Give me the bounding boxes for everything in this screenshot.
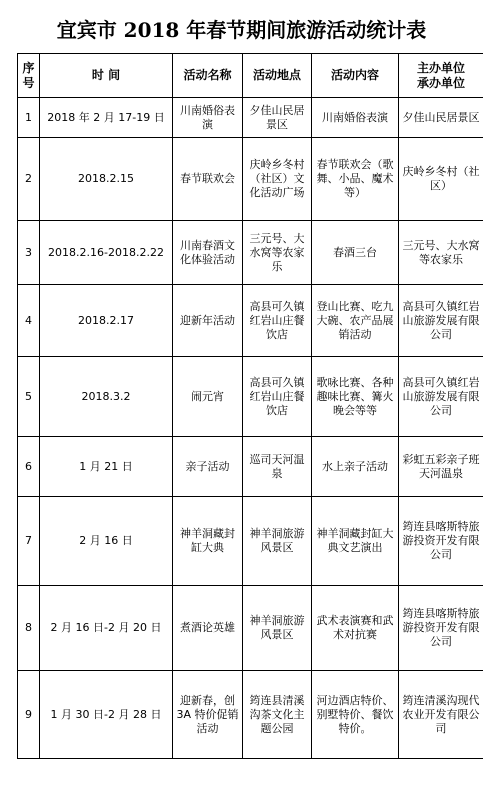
header-content: 活动内容: [312, 54, 399, 98]
cell-name: 迎新年活动: [173, 285, 243, 357]
cell-content: 歌咏比赛、各种趣味比赛、篝火晚会等等: [312, 357, 399, 437]
cell-time: 2018.2.16-2018.2.22: [40, 221, 173, 285]
cell-num: 7: [18, 497, 40, 586]
cell-org: 高县可久镇红岩山旅游发展有限公司: [399, 285, 483, 357]
cell-num: 6: [18, 437, 40, 497]
cell-content: 川南婚俗表演: [312, 98, 399, 138]
table-row: [18, 497, 483, 586]
cell-place: 高县可久镇红岩山庄餐饮店: [243, 357, 312, 437]
cell-time: 2 月 16 日-2 月 20 日: [40, 586, 173, 671]
cell-num: 3: [18, 221, 40, 285]
cell-org: 筠连县喀斯特旅游投资开发有限公司: [399, 586, 483, 671]
table-row: [18, 138, 483, 221]
cell-num: 5: [18, 357, 40, 437]
table-row: [18, 586, 483, 671]
cell-name: 神羊洞藏封缸大典: [173, 497, 243, 586]
cell-org: 高县可久镇红岩山旅游发展有限公司: [399, 357, 483, 437]
cell-org: 筠连县喀斯特旅游投资开发有限公司: [399, 497, 483, 586]
header-num: [18, 54, 40, 98]
cell-content: 神羊洞藏封缸大典文艺演出: [312, 497, 399, 586]
cell-name: 迎新春，创 3A 特价促销活动: [173, 671, 243, 759]
cell-num: 8: [18, 586, 40, 671]
cell-num: 4: [18, 285, 40, 357]
cell-content: 武术表演赛和武术对抗赛: [312, 586, 399, 671]
cell-num: 1: [18, 98, 40, 138]
cell-time: 1 月 21 日: [40, 437, 173, 497]
cell-content: 水上亲子活动: [312, 437, 399, 497]
cell-place: 夕佳山民居景区: [243, 98, 312, 138]
cell-place: 高县可久镇红岩山庄餐饮店: [243, 285, 312, 357]
cell-org: 筠连清溪沟现代农业开发有限公司: [399, 671, 483, 759]
cell-place: 神羊洞旅游风景区: [243, 497, 312, 586]
cell-time: 2 月 16 日: [40, 497, 173, 586]
table-row: [18, 98, 483, 138]
cell-org: 彩虹五彩亲子班天河温泉: [399, 437, 483, 497]
cell-place: 神羊洞旅游风景区: [243, 586, 312, 671]
cell-name: 川南婚俗表演: [173, 98, 243, 138]
table-row: [18, 671, 483, 759]
cell-content: 春节联欢会（歌舞、小品、魔术等）: [312, 138, 399, 221]
cell-place: 筠连县清溪沟茶文化主题公园: [243, 671, 312, 759]
cell-place: 庆岭乡冬村（社区）文化活动广场: [243, 138, 312, 221]
header-time: 时 间: [40, 54, 173, 98]
table-row: [18, 357, 483, 437]
cell-place: 三元号、大水窝等农家乐: [243, 221, 312, 285]
cell-content: 春酒三台: [312, 221, 399, 285]
table-row: [18, 221, 483, 285]
activity-table: [17, 53, 483, 759]
page-title: 宜宾市 2018 年春节期间旅游活动统计表: [56, 18, 427, 42]
cell-org: 三元号、大水窝等农家乐: [399, 221, 483, 285]
cell-time: 2018.2.15: [40, 138, 173, 221]
table-row: [18, 437, 483, 497]
cell-num: 9: [18, 671, 40, 759]
table-row: [18, 285, 483, 357]
cell-name: 闹元宵: [173, 357, 243, 437]
cell-org: 庆岭乡冬村（社区）: [399, 138, 483, 221]
header-name: 活动名称: [173, 54, 243, 98]
cell-content: 登山比赛、吃九大碗、农产品展销活动: [312, 285, 399, 357]
cell-time: 1 月 30 日-2 月 28 日: [40, 671, 173, 759]
cell-time: 2018 年 2 月 17-19 日: [40, 98, 173, 138]
cell-name: 川南春酒文化体验活动: [173, 221, 243, 285]
header-place: 活动地点: [243, 54, 312, 98]
cell-org: 夕佳山民居景区: [399, 98, 483, 138]
cell-name: 亲子活动: [173, 437, 243, 497]
header-org: 主办单位 承办单位: [399, 54, 483, 98]
header-row: [18, 54, 483, 98]
cell-name: 春节联欢会: [173, 138, 243, 221]
cell-time: 2018.3.2: [40, 357, 173, 437]
cell-num: 2: [18, 138, 40, 221]
cell-time: 2018.2.17: [40, 285, 173, 357]
cell-name: 煮酒论英雄: [173, 586, 243, 671]
header-num-text: 序号: [22, 60, 35, 90]
cell-content: 河边酒店特价、别墅特价、餐饮特价。: [312, 671, 399, 759]
cell-place: 巡司天河温泉: [243, 437, 312, 497]
